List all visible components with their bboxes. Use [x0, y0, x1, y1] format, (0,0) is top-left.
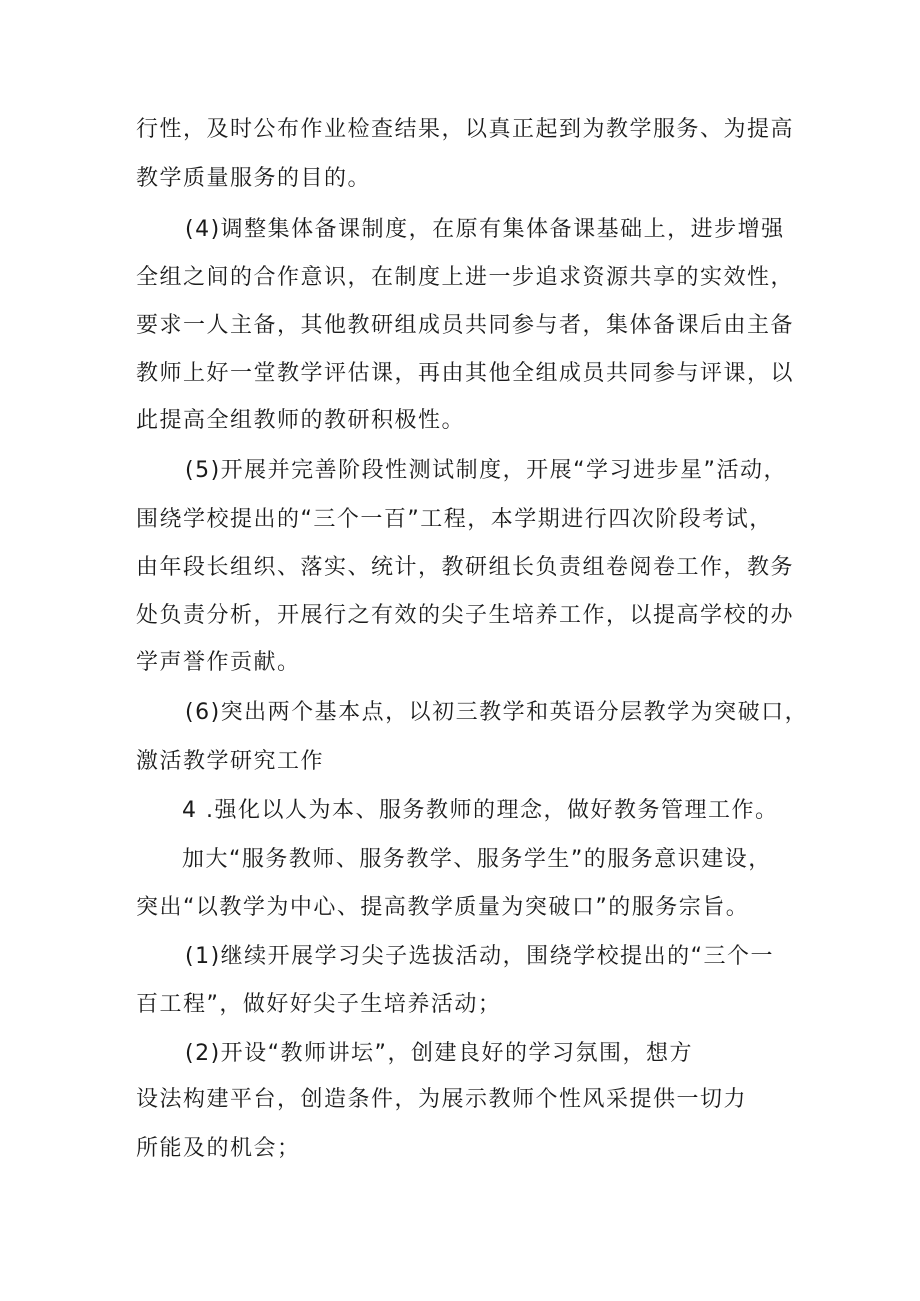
text-line: 全组之间的合作意识，在制度上进一步追求资源共享的实效性， — [136, 265, 795, 290]
text-line: 行性，及时公布作业检查结果，以真正起到为教学服务、为提高 — [136, 117, 795, 142]
text-line: 百工程”，做好好尖子生培养活动； — [136, 992, 502, 1017]
text-line: 教师上好一堂教学评估课，再由其他全组成员共同参与评课，以 — [136, 361, 795, 386]
text-line: 突出“以教学为中心、提高教学质量为突破口”的服务宗旨。 — [136, 895, 750, 920]
text-line: 所能及的机会； — [136, 1136, 301, 1161]
text-line: (2)开设“教师讲坛”，创建良好的学习氛围，想方 — [185, 1041, 693, 1066]
text-line: 加大“服务教师、服务教学、服务学生”的服务意识建设， — [182, 847, 772, 872]
text-line: 由年段长组织、落实、统计，教研组长负责组卷阅卷工作，教务 — [136, 555, 795, 580]
text-line: (4)调整集体备课制度，在原有集体备课基础上，进步增强 — [185, 217, 785, 242]
text-line: 要求一人主备，其他教研组成员共同参与者，集体备课后由主备 — [136, 313, 795, 338]
text-line: 处负责分析，开展行之有效的尖子生培养工作，以提高学校的办 — [136, 603, 795, 628]
text-line: (5)开展并完善阶段性测试制度，开展“学习进步星”活动， — [185, 458, 787, 483]
text-line: 围绕学校提出的“三个一百”工程，本学期进行四次阶段考试， — [136, 507, 773, 532]
text-line: 学声誉作贡献。 — [136, 650, 301, 675]
text-line: (1)继续开展学习尖子选拔活动，围绕学校提出的“三个一 — [185, 944, 775, 969]
section-heading: 4 .强化以人为本、服务教师的理念，做好教务管理工作。 — [182, 798, 779, 823]
text-line: 激活教学研究工作 — [136, 749, 325, 774]
text-line: 教学质量服务的目的。 — [136, 166, 372, 191]
text-line: (6)突出两个基本点，以初三教学和英语分层教学为突破口， — [185, 700, 809, 725]
text-line: 设法构建平台，创造条件，为展示教师个性风采提供一切力 — [136, 1087, 748, 1112]
text-line: 此提高全组教师的教研积极性。 — [136, 408, 466, 433]
